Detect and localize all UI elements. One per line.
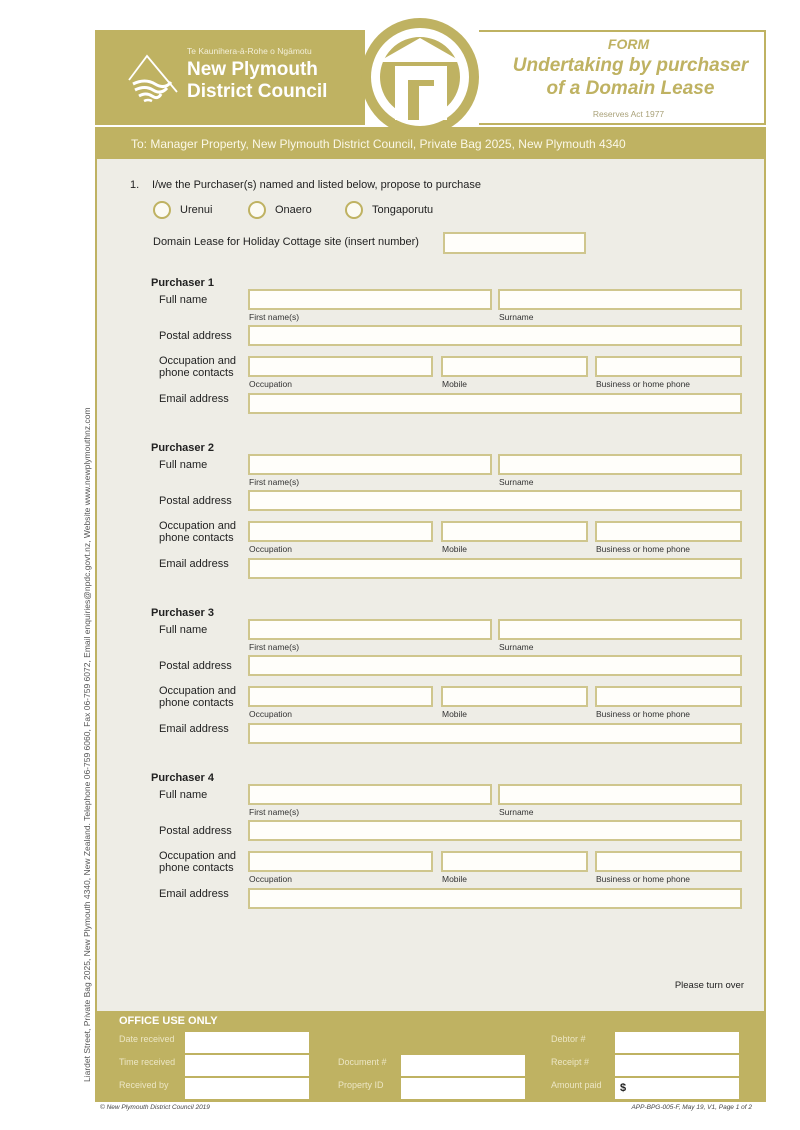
form-title-box (479, 30, 766, 125)
receipt-number-input[interactable] (615, 1055, 739, 1076)
house-emblem-icon (361, 18, 479, 136)
email-input[interactable] (248, 558, 742, 579)
first-name-caption: First name(s) (249, 642, 300, 652)
surname-caption: Surname (499, 642, 534, 652)
phone-input[interactable] (595, 356, 742, 377)
radio-label: Tongaporutu (372, 204, 434, 216)
radio-circle-icon[interactable] (153, 201, 171, 219)
purchaser-title: Purchaser 1 (151, 277, 214, 289)
postal-address-label: Postal address (159, 330, 232, 342)
radio-tongaporutu[interactable] (345, 201, 433, 219)
form-label: FORM (607, 36, 650, 52)
question-number: 1. (130, 179, 140, 191)
first-name-input[interactable] (248, 289, 492, 310)
surname-input[interactable] (498, 289, 742, 310)
label-line: phone contacts (159, 862, 234, 874)
debtor-number-label: Debtor # (551, 1034, 586, 1044)
purchaser-title: Purchaser 4 (151, 772, 214, 784)
question-1 (130, 179, 481, 191)
email-input[interactable] (248, 888, 742, 909)
first-name-input[interactable] (248, 784, 492, 805)
debtor-number-input[interactable] (615, 1032, 739, 1053)
office-use-title: OFFICE USE ONLY (119, 1015, 218, 1027)
council-name-line1: New Plymouth (187, 59, 318, 80)
phone-input[interactable] (595, 686, 742, 707)
contact-details-sidebar: Liardet Street, Private Bag 2025, New Plymouth 4340, New Zealand. Telephone 06-759 6060, Fax 06-759 6072, Email enquiries@npdc.govt.nz, Website www.newplymouthnz.com (82, 407, 92, 1082)
occupation-input[interactable] (248, 851, 433, 872)
occupation-label (159, 355, 236, 379)
form-page (95, 30, 766, 1102)
purchaser-title: Purchaser 3 (151, 607, 214, 619)
occupation-caption: Occupation (249, 544, 292, 554)
email-label: Email address (159, 723, 229, 735)
form-body (95, 127, 766, 1011)
full-name-label: Full name (159, 459, 208, 471)
council-tagline: Te Kaunihera-ā-Rohe o Ngāmotu (187, 46, 312, 56)
postal-address-label: Postal address (159, 660, 232, 672)
lease-number-input[interactable] (443, 232, 586, 254)
label-line: phone contacts (159, 367, 234, 379)
amount-paid-label: Amount paid (551, 1080, 602, 1090)
time-received-label: Time received (119, 1057, 176, 1067)
occupation-caption: Occupation (249, 379, 292, 389)
document-number-label: Document # (338, 1057, 387, 1067)
mobile-caption: Mobile (442, 874, 468, 884)
full-name-label: Full name (159, 624, 208, 636)
occupation-input[interactable] (248, 686, 433, 707)
surname-caption: Surname (499, 807, 534, 817)
email-label: Email address (159, 393, 229, 405)
first-name-input[interactable] (248, 619, 492, 640)
occupation-label (159, 685, 236, 709)
postal-address-label: Postal address (159, 825, 232, 837)
form-title-line2: of a Domain Lease (546, 78, 715, 99)
mobile-input[interactable] (441, 851, 588, 872)
email-label: Email address (159, 558, 229, 570)
property-id-label: Property ID (338, 1080, 384, 1090)
form-title-line1: Undertaking by purchaser (512, 55, 749, 76)
council-logo-icon (125, 48, 181, 104)
document-reference: APP-BPG-005-F, May 19, V1, Page 1 of 2 (631, 1104, 752, 1111)
phone-caption: Business or home phone (596, 544, 691, 554)
purchaser-4-section (97, 772, 764, 912)
postal-address-input[interactable] (248, 490, 742, 511)
occupation-label (159, 850, 236, 874)
radio-urenui[interactable] (153, 201, 212, 219)
label-line: Occupation and (159, 685, 237, 697)
phone-input[interactable] (595, 521, 742, 542)
question-text: I/we the Purchaser(s) named and listed below, propose to purchase (152, 179, 481, 191)
property-id-input[interactable] (401, 1078, 525, 1099)
mobile-input[interactable] (441, 521, 588, 542)
council-name-line2: District Council (187, 81, 328, 102)
phone-caption: Business or home phone (596, 874, 691, 884)
first-name-caption: First name(s) (249, 477, 300, 487)
occupation-caption: Occupation (249, 874, 292, 884)
label-line: Occupation and (159, 355, 237, 367)
postal-address-input[interactable] (248, 655, 742, 676)
mobile-caption: Mobile (442, 709, 468, 719)
label-line: Occupation and (159, 520, 237, 532)
mobile-caption: Mobile (442, 544, 468, 554)
occupation-input[interactable] (248, 356, 433, 377)
phone-input[interactable] (595, 851, 742, 872)
postal-address-input[interactable] (248, 820, 742, 841)
label-line: Occupation and (159, 850, 237, 862)
email-input[interactable] (248, 393, 742, 414)
first-name-input[interactable] (248, 454, 492, 475)
radio-label: Onaero (275, 204, 312, 216)
turn-over-note: Please turn over (674, 980, 744, 991)
surname-caption: Surname (499, 477, 534, 487)
surname-input[interactable] (498, 454, 742, 475)
form-header (95, 30, 766, 125)
mobile-caption: Mobile (442, 379, 468, 389)
radio-circle-icon[interactable] (248, 201, 266, 219)
occupation-label (159, 520, 236, 544)
purchaser-3-section (97, 607, 764, 747)
council-name (187, 59, 327, 103)
email-label: Email address (159, 888, 229, 900)
date-received-label: Date received (119, 1034, 175, 1044)
occupation-caption: Occupation (249, 709, 292, 719)
phone-caption: Business or home phone (596, 709, 691, 719)
lease-number-label: Domain Lease for Holiday Cottage site (insert number) (153, 236, 419, 248)
document-number-input[interactable] (401, 1055, 525, 1076)
form-title (479, 54, 764, 100)
reserves-act: Reserves Act 1977 (592, 109, 665, 119)
recipient-bar: To: Manager Property, New Plymouth District Council, Private Bag 2025, New Plymouth 4340 (97, 127, 764, 159)
purchaser-1-section (97, 277, 764, 417)
postal-address-input[interactable] (248, 325, 742, 346)
council-brand (95, 30, 365, 125)
phone-caption: Business or home phone (596, 379, 691, 389)
postal-address-label: Postal address (159, 495, 232, 507)
currency-symbol: $ (620, 1082, 627, 1094)
copyright-footer: © New Plymouth District Council 2019 (100, 1104, 210, 1111)
radio-label: Urenui (180, 204, 213, 216)
first-name-caption: First name(s) (249, 807, 300, 817)
surname-input[interactable] (498, 784, 742, 805)
purchaser-2-section (97, 442, 764, 582)
purchaser-title: Purchaser 2 (151, 442, 214, 454)
office-use-section (95, 1011, 766, 1102)
house-icon (361, 18, 479, 136)
occupation-input[interactable] (248, 521, 433, 542)
full-name-label: Full name (159, 294, 208, 306)
date-received-input[interactable] (185, 1032, 309, 1053)
received-by-label: Received by (119, 1080, 169, 1090)
mobile-input[interactable] (441, 356, 588, 377)
lease-number-row (153, 232, 593, 254)
mobile-input[interactable] (441, 686, 588, 707)
radio-circle-icon[interactable] (345, 201, 363, 219)
email-input[interactable] (248, 723, 742, 744)
full-name-label: Full name (159, 789, 208, 801)
receipt-number-label: Receipt # (551, 1057, 590, 1067)
label-line: phone contacts (159, 697, 234, 709)
amount-paid-input[interactable] (615, 1078, 739, 1099)
time-received-input[interactable] (185, 1055, 309, 1076)
label-line: phone contacts (159, 532, 234, 544)
surname-input[interactable] (498, 619, 742, 640)
radio-onaero[interactable] (248, 201, 312, 219)
received-by-input[interactable] (185, 1078, 309, 1099)
surname-caption: Surname (499, 312, 534, 322)
first-name-caption: First name(s) (249, 312, 300, 322)
